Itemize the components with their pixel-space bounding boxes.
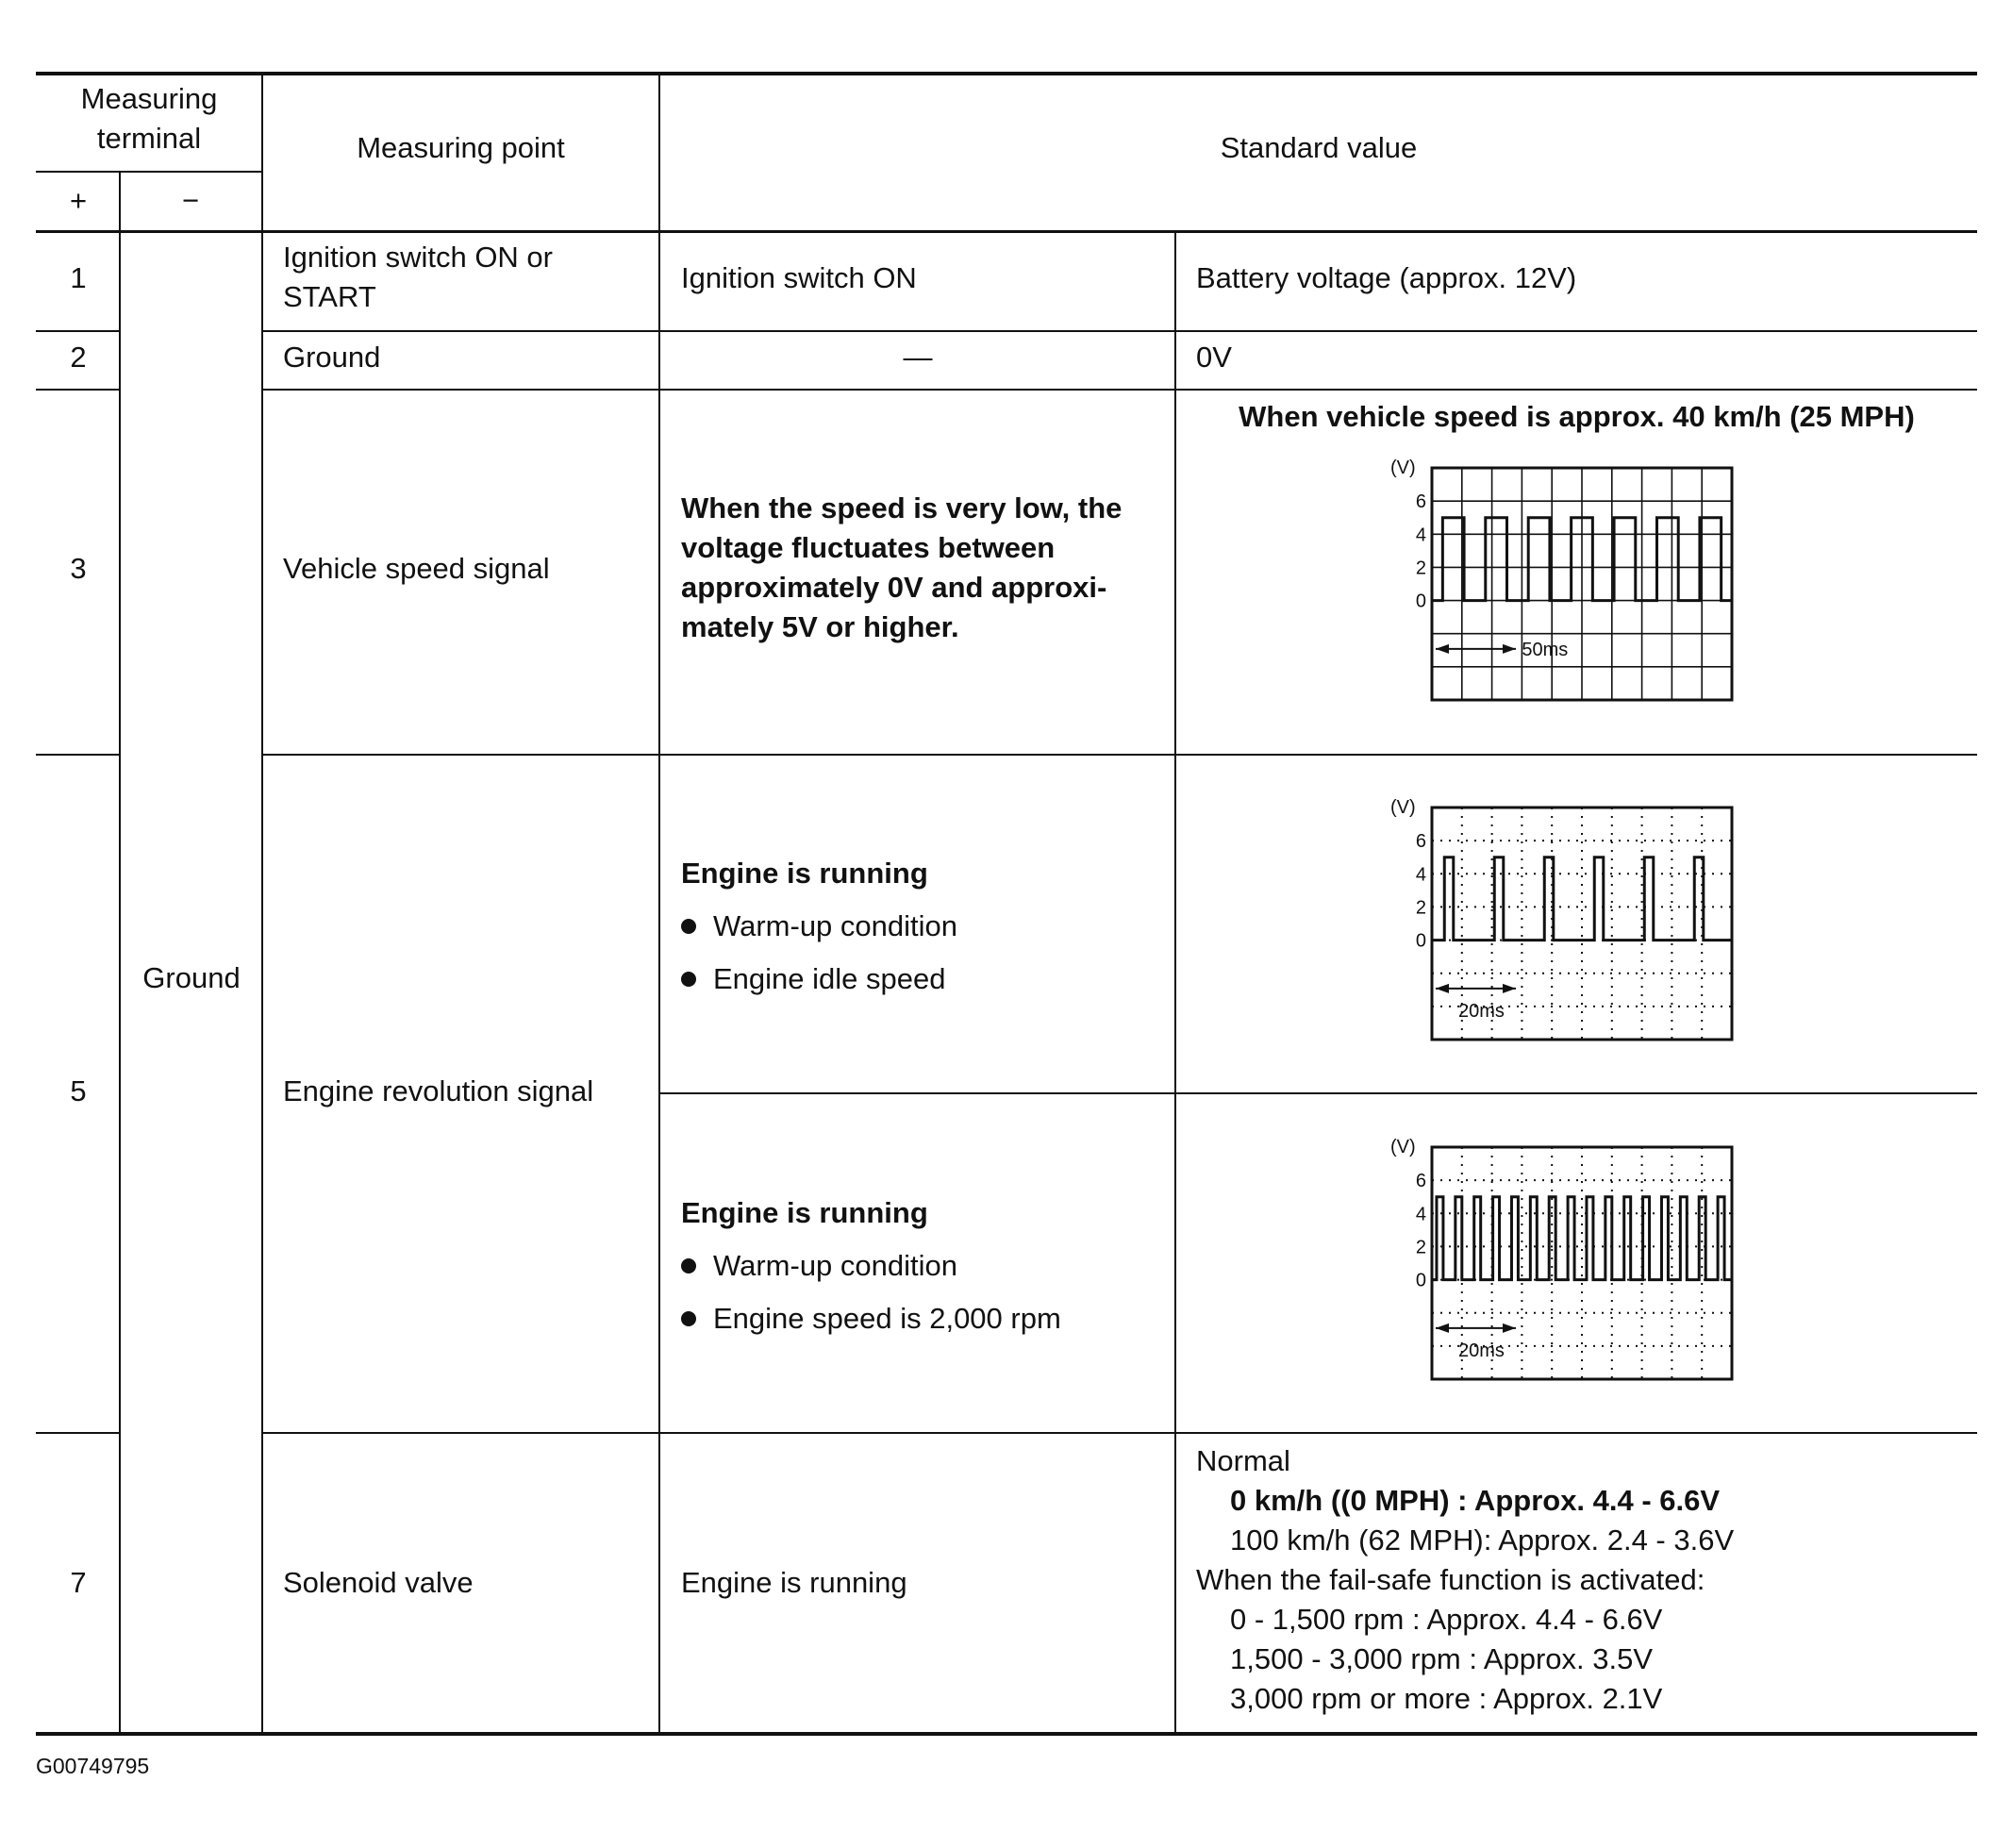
row1-terminal: 1 (70, 261, 87, 294)
value-normal-label: Normal (1196, 1444, 1290, 1477)
engine-idle-scope-svg (1387, 791, 1736, 1045)
bullet-icon (681, 1311, 696, 1326)
row3-terminal: 3 (70, 552, 87, 585)
row5-condition-2000rpm (681, 1187, 1061, 1345)
bullet-icon (681, 919, 696, 934)
y-tick-label: 4 (1415, 864, 1426, 886)
measuring-terminal-header: Measuring terminal (80, 82, 218, 155)
row3-value-title: When vehicle speed is approx. 40 km/h (25 MPH) (1239, 400, 1915, 433)
standard-value-header: Standard value (1220, 131, 1418, 164)
value-normal-0kmh: 0 km/h ((0 MPH) : Approx. 4.4 - 6.6V (1230, 1484, 1721, 1517)
row3-bottom-rule-right (262, 754, 1977, 756)
row7-condition: Engine is running (681, 1566, 907, 1599)
terminal-point-divider (261, 74, 263, 1734)
vehicle-speed-scope-svg (1387, 451, 1736, 706)
row1-standard-value: Battery voltage (approx. 12V) (1196, 261, 1577, 294)
ground-common-cell: Ground (142, 961, 241, 994)
arrow-head-right (1503, 644, 1516, 654)
row5-terminal: 5 (70, 1074, 87, 1107)
y-tick-label: 2 (1415, 558, 1426, 579)
y-tick-label: 6 (1415, 1171, 1426, 1192)
row2-measuring-point: Ground (283, 341, 381, 374)
row1-bottom-rule-left (36, 330, 121, 332)
arrow-head-right (1503, 1324, 1516, 1333)
value-failsafe-mid-rpm: 1,500 - 3,000 rpm : Approx. 3.5V (1230, 1642, 1654, 1675)
value-failsafe-label: When the fail-safe function is activated: (1196, 1563, 1705, 1596)
row2-bottom-rule-left (36, 389, 121, 391)
y-tick-label: 0 (1415, 1270, 1426, 1291)
row5-sub-divider (659, 1092, 1977, 1094)
arrow-head-left (1436, 1324, 1449, 1333)
minus-terminal-header: − (181, 184, 200, 217)
row2-terminal: 2 (70, 341, 87, 374)
y-axis-unit-label: (V) (1390, 797, 1416, 818)
row1-measuring-point: Ignition switch ON or START (283, 241, 553, 313)
value-failsafe-low-rpm: 0 - 1,500 rpm : Approx. 4.4 - 6.6V (1230, 1603, 1663, 1636)
point-condition-divider (658, 74, 660, 1734)
value-normal-100kmh: 100 km/h (62 MPH): Approx. 2.4 - 3.6V (1230, 1523, 1735, 1557)
row5-measuring-point: Engine revolution signal (283, 1074, 594, 1107)
row7-standard-value (1196, 1441, 1734, 1719)
row5-2000rpm-title: Engine is running (681, 1196, 928, 1229)
arrow-head-left (1436, 984, 1449, 993)
y-tick-label: 2 (1415, 1237, 1426, 1258)
y-tick-label: 4 (1415, 1204, 1426, 1225)
bullet-icon (681, 1258, 696, 1274)
plus-terminal-header: + (69, 184, 88, 217)
y-tick-label: 0 (1415, 591, 1426, 612)
row3-condition: When the speed is very low, the voltage fluctuates between approximately 0V and approxi- mately 5V or higher. (681, 491, 1123, 643)
engine-2000rpm-scope-svg (1387, 1130, 1736, 1385)
row7-measuring-point: Solenoid valve (283, 1566, 474, 1599)
terminal-header-divider (36, 171, 262, 173)
row5-2000rpm-bullet-1: Warm-up condition (681, 1240, 1061, 1292)
arrow-head-left (1436, 644, 1449, 654)
row5-condition-idle (681, 847, 957, 1006)
row5-2000rpm-bullet-2: Engine speed is 2,000 rpm (681, 1292, 1061, 1345)
terminal-plus-minus-divider (119, 171, 121, 1734)
row2-condition: — (903, 341, 933, 374)
y-tick-label: 4 (1415, 524, 1426, 546)
row5-idle-title: Engine is running (681, 857, 928, 890)
row3-bottom-rule-left (36, 754, 121, 756)
row3-measuring-point: Vehicle speed signal (283, 552, 550, 585)
table-top-rule (36, 72, 1977, 75)
row2-standard-value: 0V (1196, 341, 1232, 374)
y-tick-label: 6 (1415, 831, 1426, 853)
y-tick-label: 0 (1415, 930, 1426, 952)
row1-bottom-rule-right (262, 330, 1977, 332)
vehicle-speed-waveform (1387, 451, 1736, 706)
measuring-point-header: Measuring point (357, 131, 565, 164)
y-tick-label: 6 (1415, 491, 1426, 513)
row5-idle-bullet-2: Engine idle speed (681, 953, 957, 1006)
time-scale-label: 20ms (1458, 1340, 1505, 1361)
row5-bottom-rule-right (262, 1432, 1977, 1434)
table-bottom-rule (36, 1732, 1977, 1736)
row1-condition: Ignition switch ON (681, 261, 917, 294)
row7-terminal: 7 (70, 1566, 87, 1599)
row2-bottom-rule-right (262, 389, 1977, 391)
y-axis-unit-label: (V) (1390, 1137, 1416, 1157)
row5-idle-bullet-1: Warm-up condition (681, 900, 957, 953)
time-scale-label: 20ms (1458, 1000, 1505, 1022)
value-failsafe-high-rpm: 3,000 rpm or more : Approx. 2.1V (1230, 1682, 1663, 1715)
engine-revolution-2000rpm-waveform (1387, 1130, 1736, 1385)
figure-code: G00749795 (36, 1754, 150, 1778)
engine-revolution-idle-waveform (1387, 791, 1736, 1045)
y-axis-unit-label: (V) (1390, 458, 1416, 478)
bullet-icon (681, 972, 696, 987)
condition-value-divider (1174, 231, 1176, 1734)
time-scale-label: 50ms (1522, 639, 1569, 660)
arrow-head-right (1503, 984, 1516, 993)
header-bottom-rule (36, 230, 1977, 233)
y-tick-label: 2 (1415, 897, 1426, 919)
row5-bottom-rule-left (36, 1432, 121, 1434)
